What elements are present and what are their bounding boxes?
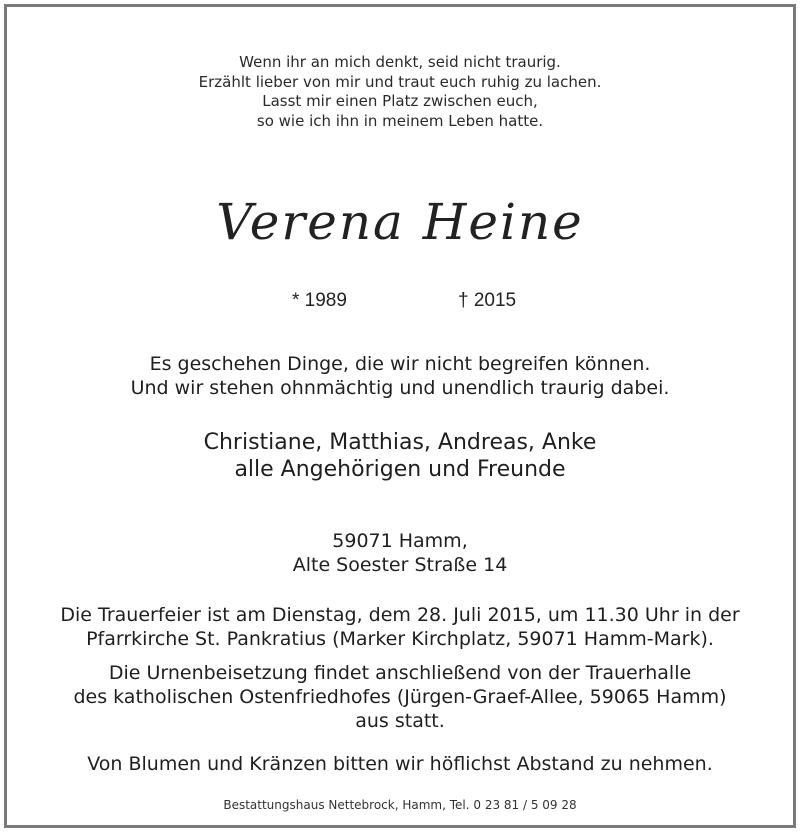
service-line: Die Trauerfeier ist am Dienstag, dem 28. Juli 2015, um 11.30 Uhr in der <box>60 604 740 626</box>
quote-line: Und wir stehen ohnmächtig und unendlich traurig dabei. <box>130 377 670 399</box>
death-year: † 2015 <box>458 290 517 311</box>
address <box>7 529 793 577</box>
family-names <box>7 429 793 483</box>
poem-line: Lasst mir einen Platz zwischen euch, <box>262 92 538 110</box>
poem <box>7 53 793 131</box>
poem-line: Erzählt lieber von mir und traut euch ruhig zu lachen. <box>198 72 602 91</box>
address-line: Alte Soester Straße 14 <box>292 554 508 576</box>
urn-line: des katholischen Ostenfriedhofes (Jürgen-Graef-Allee, 59065 Hamm) <box>73 686 727 708</box>
funeral-home-footer: Bestattungshaus Nettebrock, Hamm, Tel. 0 23 81 / 5 09 28 <box>223 798 577 812</box>
funeral-service-info <box>7 603 793 651</box>
service-line: Pfarrkirche St. Pankratius (Marker Kirchplatz, 59071 Hamm-Mark). <box>86 628 714 650</box>
family-line: alle Angehörigen und Freunde <box>234 457 566 482</box>
birth-year: * 1989 <box>292 290 347 311</box>
deceased-name-signature: Verena Heine <box>216 193 584 251</box>
urn-line: aus statt. <box>355 710 445 732</box>
address-line: 59071 Hamm, <box>332 530 468 552</box>
poem-line: so wie ich ihn in meinem Leben hatte. <box>256 111 544 130</box>
urn-line: Die Urnenbeisetzung findet anschließend von der Trauerhalle <box>108 662 692 684</box>
quote-line: Es geschehen Dinge, die wir nicht begreifen können. <box>149 353 651 375</box>
poem-line: Wenn ihr an mich denkt, seid nicht traurig. <box>239 53 561 71</box>
flowers-request: Von Blumen und Kränzen bitten wir höflichst Abstand zu nehmen. <box>87 753 713 775</box>
urn-burial-info <box>7 661 793 733</box>
obituary-notice <box>4 4 796 828</box>
family-line: Christiane, Matthias, Andreas, Anke <box>203 430 597 455</box>
mourning-quote <box>7 352 793 400</box>
